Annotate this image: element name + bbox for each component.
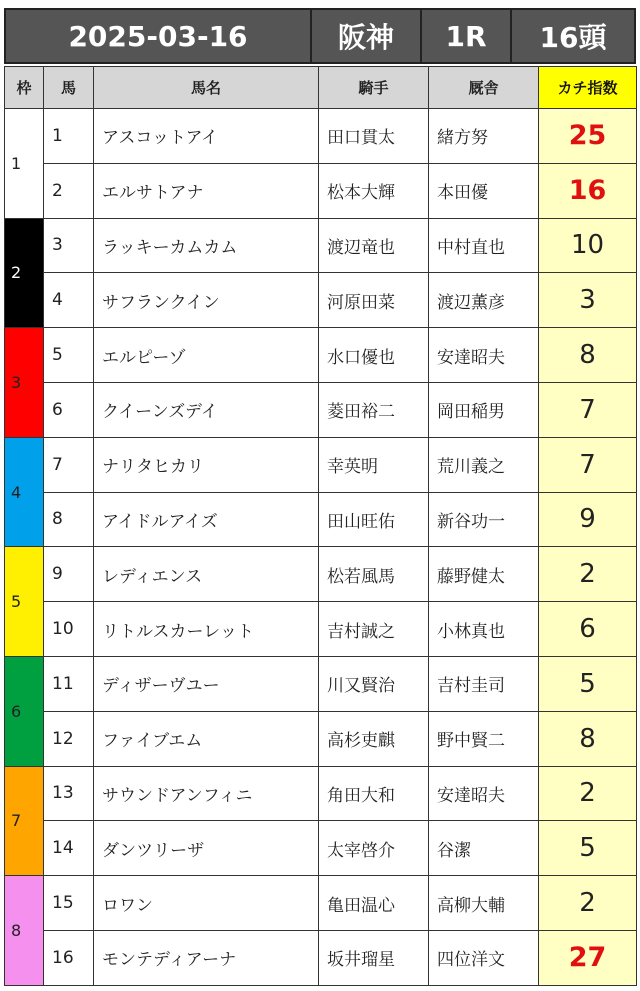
table-row — [5, 711, 637, 766]
table-row — [5, 492, 637, 547]
jockey-cell: 太宰啓介 — [319, 821, 429, 876]
entry-table-body — [5, 109, 637, 986]
trainer-cell: 藤野健太 — [429, 547, 539, 602]
horse-number-cell: 14 — [44, 821, 94, 876]
horse-number-cell: 7 — [44, 437, 94, 492]
trainer-cell: 小林真也 — [429, 602, 539, 657]
horse-name-cell: クイーンズデイ — [94, 382, 319, 437]
col-header-jockey: 騎手 — [319, 67, 429, 109]
horse-name-cell: モンテディアーナ — [94, 930, 319, 985]
table-row — [5, 382, 637, 437]
trainer-cell: 吉村圭司 — [429, 656, 539, 711]
waku-cell: 2 — [5, 218, 44, 328]
trainer-cell: 緒方努 — [429, 109, 539, 164]
horse-name-cell: ダンツリーザ — [94, 821, 319, 876]
horse-name-cell: リトルスカーレット — [94, 602, 319, 657]
horse-number-cell: 11 — [44, 656, 94, 711]
trainer-cell: 四位洋文 — [429, 930, 539, 985]
col-header-trainer: 厩舎 — [429, 67, 539, 109]
kachi-index-cell: 7 — [539, 382, 637, 437]
horse-number-cell: 8 — [44, 492, 94, 547]
jockey-cell: 川又賢治 — [319, 656, 429, 711]
horse-name-cell: ファイブエム — [94, 711, 319, 766]
horse-number-cell: 5 — [44, 328, 94, 383]
horse-number-cell: 3 — [44, 218, 94, 273]
horse-name-cell: ロワン — [94, 876, 319, 931]
horse-number-cell: 12 — [44, 711, 94, 766]
kachi-index-cell: 16 — [539, 163, 637, 218]
horse-name-cell: サウンドアンフィニ — [94, 766, 319, 821]
kachi-index-cell: 8 — [539, 711, 637, 766]
horse-name-cell: ディザーヴユー — [94, 656, 319, 711]
col-header-horse-name: 馬名 — [94, 67, 319, 109]
table-row — [5, 930, 637, 985]
jockey-cell: 亀田温心 — [319, 876, 429, 931]
trainer-cell: 中村直也 — [429, 218, 539, 273]
col-header-horse-number: 馬 — [44, 67, 94, 109]
waku-cell: 6 — [5, 656, 44, 766]
trainer-cell: 本田優 — [429, 163, 539, 218]
table-header-row — [5, 67, 637, 109]
horse-name-cell: レディエンス — [94, 547, 319, 602]
trainer-cell: 野中賢二 — [429, 711, 539, 766]
jockey-cell: 松若風馬 — [319, 547, 429, 602]
trainer-cell: 高柳大輔 — [429, 876, 539, 931]
table-row — [5, 547, 637, 602]
horse-number-cell: 6 — [44, 382, 94, 437]
table-row — [5, 766, 637, 821]
trainer-cell: 新谷功一 — [429, 492, 539, 547]
table-row — [5, 163, 637, 218]
kachi-index-cell: 7 — [539, 437, 637, 492]
race-header — [4, 8, 636, 64]
horse-number-cell: 1 — [44, 109, 94, 164]
jockey-cell: 坂井瑠星 — [319, 930, 429, 985]
horse-name-cell: エルピーゾ — [94, 328, 319, 383]
waku-cell: 8 — [5, 876, 44, 986]
horse-number-cell: 15 — [44, 876, 94, 931]
horse-number-cell: 9 — [44, 547, 94, 602]
kachi-index-cell: 5 — [539, 821, 637, 876]
jockey-cell: 幸英明 — [319, 437, 429, 492]
horse-number-cell: 2 — [44, 163, 94, 218]
kachi-index-cell: 9 — [539, 492, 637, 547]
runner-count: 16頭 — [512, 10, 634, 62]
jockey-cell: 河原田菜 — [319, 273, 429, 328]
table-row — [5, 876, 637, 931]
jockey-cell: 角田大和 — [319, 766, 429, 821]
table-row — [5, 656, 637, 711]
kachi-index-cell: 5 — [539, 656, 637, 711]
race-date: 2025-03-16 — [6, 10, 312, 62]
waku-cell: 3 — [5, 328, 44, 438]
race-number: 1R — [422, 10, 512, 62]
kachi-index-cell: 25 — [539, 109, 637, 164]
table-row — [5, 109, 637, 164]
trainer-cell: 岡田稲男 — [429, 382, 539, 437]
kachi-index-cell: 27 — [539, 930, 637, 985]
trainer-cell: 安達昭夫 — [429, 766, 539, 821]
waku-cell: 1 — [5, 109, 44, 219]
kachi-index-cell: 3 — [539, 273, 637, 328]
waku-cell: 7 — [5, 766, 44, 876]
horse-name-cell: アイドルアイズ — [94, 492, 319, 547]
horse-name-cell: アスコットアイ — [94, 109, 319, 164]
jockey-cell: 高杉吏麒 — [319, 711, 429, 766]
kachi-index-cell: 10 — [539, 218, 637, 273]
horse-name-cell: エルサトアナ — [94, 163, 319, 218]
kachi-index-cell: 2 — [539, 766, 637, 821]
table-row — [5, 328, 637, 383]
horse-number-cell: 13 — [44, 766, 94, 821]
horse-number-cell: 16 — [44, 930, 94, 985]
jockey-cell: 吉村誠之 — [319, 602, 429, 657]
kachi-index-cell: 8 — [539, 328, 637, 383]
table-row — [5, 437, 637, 492]
horse-name-cell: サフランクイン — [94, 273, 319, 328]
table-row — [5, 821, 637, 876]
table-row — [5, 602, 637, 657]
col-header-waku: 枠 — [5, 67, 44, 109]
waku-cell: 4 — [5, 437, 44, 547]
jockey-cell: 水口優也 — [319, 328, 429, 383]
horse-number-cell: 10 — [44, 602, 94, 657]
kachi-index-cell: 6 — [539, 602, 637, 657]
jockey-cell: 菱田裕二 — [319, 382, 429, 437]
trainer-cell: 谷潔 — [429, 821, 539, 876]
kachi-index-cell: 2 — [539, 547, 637, 602]
jockey-cell: 渡辺竜也 — [319, 218, 429, 273]
jockey-cell: 田口貫太 — [319, 109, 429, 164]
jockey-cell: 田山旺佑 — [319, 492, 429, 547]
table-row — [5, 218, 637, 273]
col-header-kachi-index: カチ指数 — [539, 67, 637, 109]
horse-number-cell: 4 — [44, 273, 94, 328]
race-venue: 阪神 — [312, 10, 422, 62]
jockey-cell: 松本大輝 — [319, 163, 429, 218]
kachi-index-cell: 2 — [539, 876, 637, 931]
trainer-cell: 荒川義之 — [429, 437, 539, 492]
horse-name-cell: ナリタヒカリ — [94, 437, 319, 492]
horse-name-cell: ラッキーカムカム — [94, 218, 319, 273]
table-row — [5, 273, 637, 328]
trainer-cell: 渡辺薫彦 — [429, 273, 539, 328]
entry-table — [4, 66, 637, 986]
waku-cell: 5 — [5, 547, 44, 657]
trainer-cell: 安達昭夫 — [429, 328, 539, 383]
